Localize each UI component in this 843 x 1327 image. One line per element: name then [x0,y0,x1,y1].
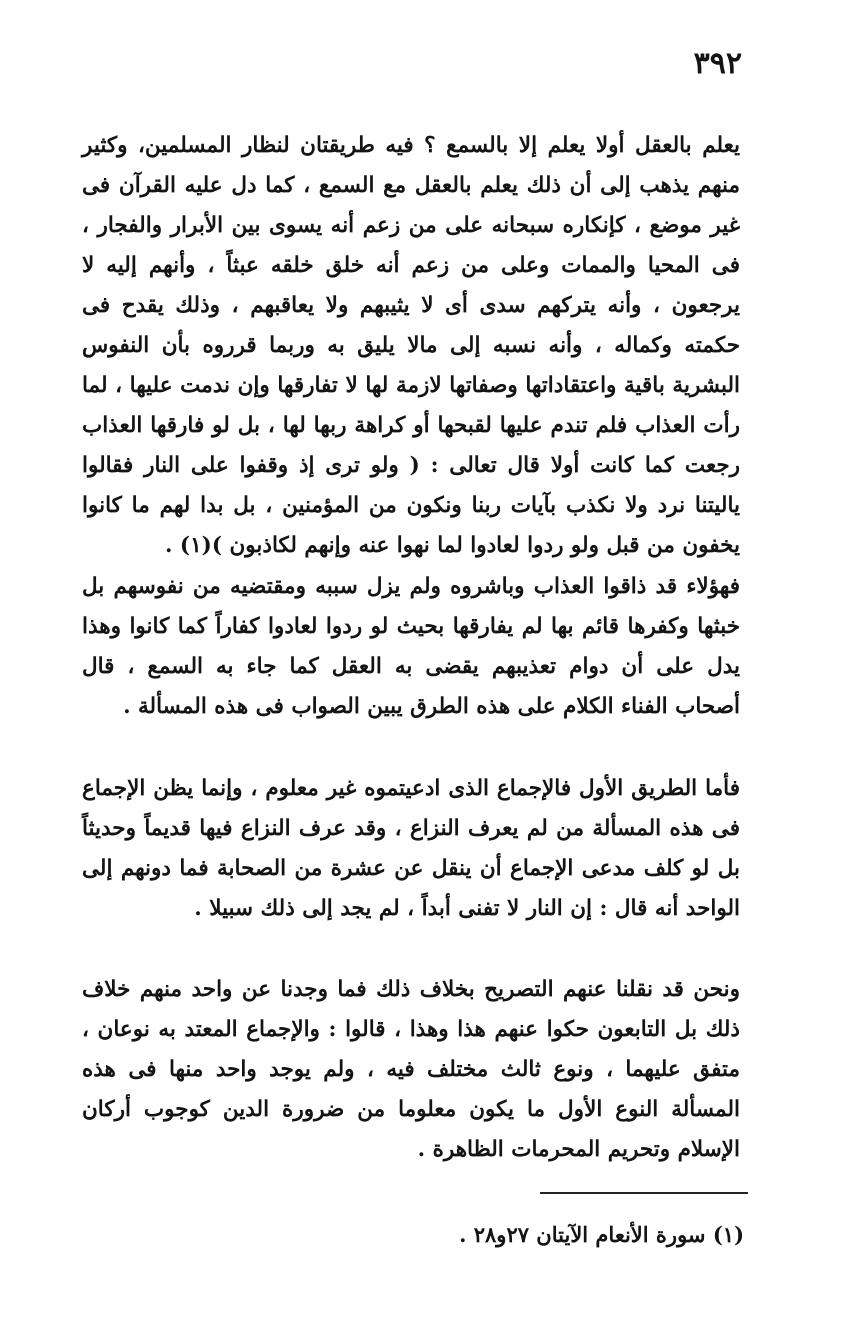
page-number: ٣٩٢ [693,46,742,81]
paragraph-1: يعلم بالعقل أولا يعلم إلا بالسمع ؟ فيه طريقتان لنظار المسلمين، وكثير منهم يذهب إلى أن ذلك يعلم بالعقل مع السمع ، كما دل عليه القرآن فى غير موضع ، كإنكاره سبحانه على من زعم أنه يسوى بين الأبرار والفجار ، فى المحيا والممات وعلى من زعم أنه خلق خلقه عبثاً ، وأنهم إليه لا يرجعون ، وأنه يتركهم سدى أى لا يثيبهم ولا يعاقبهم ، وذلك يقدح فى حكمته وكماله ، وأنه نسبه إلى مالا يليق به وربما قرروه بأن النفوس البشرية باقية واعتقاداتها وصفاتها لازمة لها لا تفارقها وإن ندمت عليها ، لما رأت العذاب فلم تندم عليها لقبحها أو كراهة ربها لها ، بل لو فارقها العذاب رجعت كما كانت أولا قال تعالى : ( ولو ترى إذ وقفوا على النار فقالوا ياليتنا نرد ولا نكذب بآيات ربنا ونكون من المؤمنين ، بل بدا لهم ما كانوا يخفون من قبل ولو ردوا لعادوا لما نهوا عنه وإنهم لكاذبون )(١) . [82,133,740,558]
footnote: (١) سورة الأنعام الآيتان ٢٧و٢٨ . [459,1222,744,1247]
footnote-divider [540,1192,748,1194]
paragraph-3: فأما الطريق الأول فالإجماع الذى ادعيتموه غير معلوم ، وإنما يظن الإجماع فى هذه المسألة من لم يعرف النزاع ، وقد عرف النزاع فيها قديماً وحديثاً بل لو كلف مدعى الإجماع أن ينقل عن عشرة من الصحابة فما دونهم إلى الواحد أنه قال : إن النار لا تفنى أبداً ، لم يجد إلى ذلك سبيلا . [82,776,740,921]
paragraph-2: فهؤلاء قد ذاقوا العذاب وباشروه ولم يزل سببه ومقتضيه من نفوسهم بل خبثها وكفرها قائم بها لم يفارقها بحيث لو ردوا لعادوا كفاراً كما كانوا وهذا يدل على أن دوام تعذيبهم يقضى به العقل كما جاء به السمع ، قال أصحاب الفناء الكلام على هذه الطرق يبين الصواب فى هذه المسألة . [82,574,740,719]
paragraph-4: ونحن قد نقلنا عنهم التصريح بخلاف ذلك فما وجدنا عن واحد منهم خلاف ذلك بل التابعون حكوا عنهم هذا وهذا ، قالوا : والإجماع المعتد به نوعان ، متفق عليهما ، ونوع ثالث مختلف فيه ، ولم يوجد واحد منها فى هذه المسألة النوع الأول ما يكون معلوما من ضرورة الدين كوجوب أركان الإسلام وتحريم المحرمات الظاهرة . [82,977,740,1162]
